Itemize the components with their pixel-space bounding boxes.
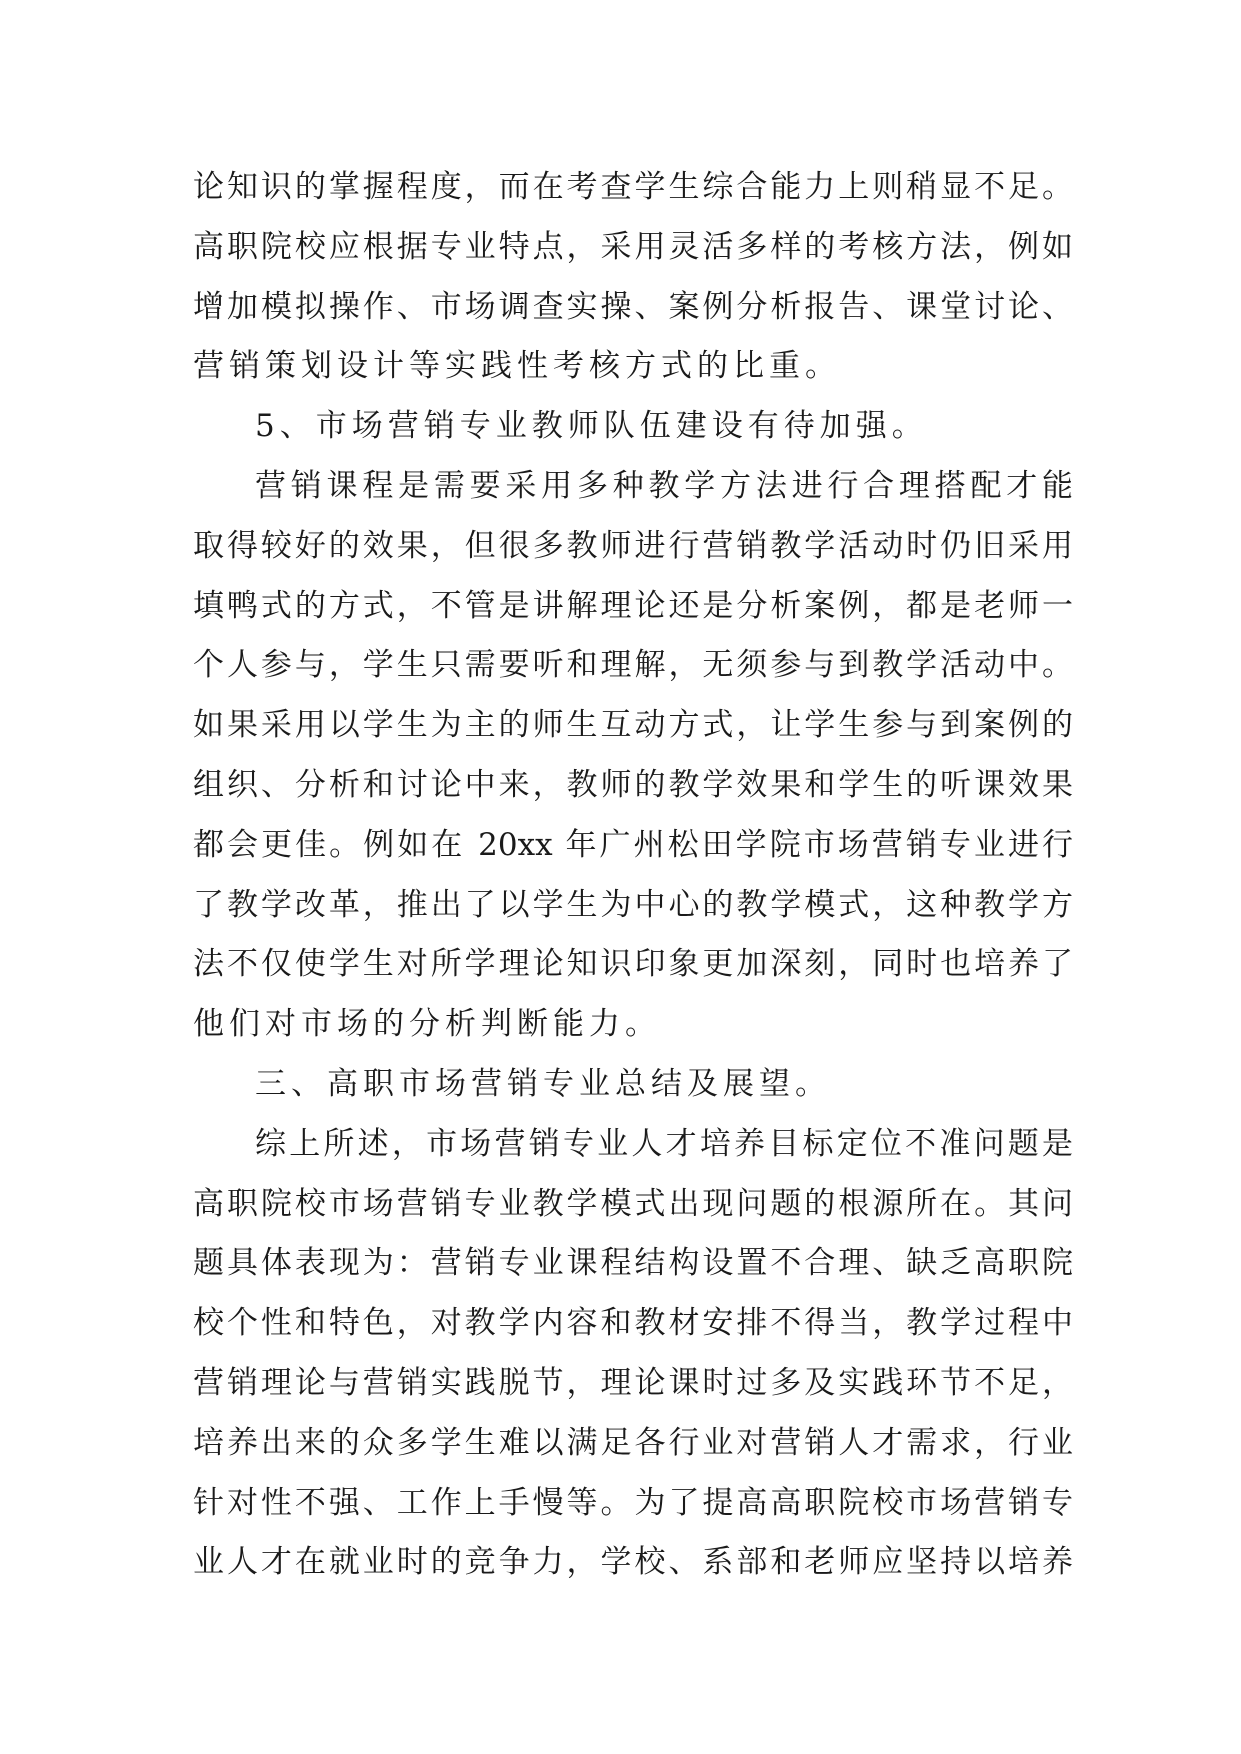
text-line: 业人才在就业时的竞争力，学校、系部和老师应坚持以培养 [193,1544,1073,1581]
text-line: 他们对市场的分析判断能力。 [193,1006,661,1043]
text-line: 综上所述，市场营销专业人才培养目标定位不准问题是 [255,1125,1073,1162]
text-line: 个人参与，学生只需要听和理解，无须参与到教学活动中。 [193,647,1073,684]
section-heading: 三、高职市场营销专业总结及展望。 [255,1065,831,1102]
text-line: 题具体表现为：营销专业课程结构设置不合理、缺乏高职院 [193,1245,1073,1282]
text-line: 高职院校市场营销专业教学模式出现问题的根源所在。其问 [193,1185,1073,1222]
body-text [193,158,1073,1593]
section-heading: 5、市场营销专业教师队伍建设有待加强。 [255,408,928,445]
text-line: 增加模拟操作、市场调查实操、案例分析报告、课堂讨论、 [193,288,1073,325]
text-line: 培养出来的众多学生难以满足各行业对营销人才需求，行业 [193,1424,1073,1461]
text-line: 组织、分析和讨论中来，教师的教学效果和学生的听课效果 [193,766,1073,803]
text-line: 营销理论与营销实践脱节，理论课时过多及实践环节不足， [193,1364,1073,1401]
text-line: 都会更佳。例如在 20xx 年广州松田学院市场营销专业进行 [193,826,1073,863]
text-line: 高职院校应根据专业特点，采用灵活多样的考核方法，例如 [193,228,1073,265]
text-line: 取得较好的效果，但很多教师进行营销教学活动时仍旧采用 [193,527,1073,564]
text-line: 针对性不强、工作上手慢等。为了提高高职院校市场营销专 [193,1484,1073,1521]
text-line: 论知识的掌握程度，而在考查学生综合能力上则稍显不足。 [193,169,1073,205]
text-line: 了教学改革，推出了以学生为中心的教学模式，这种教学方 [193,886,1073,923]
text-line: 填鸭式的方式，不管是讲解理论还是分析案例，都是老师一 [193,587,1073,624]
text-line: 营销课程是需要采用多种教学方法进行合理搭配才能 [255,467,1073,504]
text-line: 如果采用以学生为主的师生互动方式，让学生参与到案例的 [193,707,1073,744]
text-line: 营销策划设计等实践性考核方式的比重。 [193,348,841,385]
text-line: 法不仅使学生对所学理论知识印象更加深刻，同时也培养了 [193,946,1073,983]
text-line: 校个性和特色，对教学内容和教材安排不得当，教学过程中 [193,1305,1073,1342]
